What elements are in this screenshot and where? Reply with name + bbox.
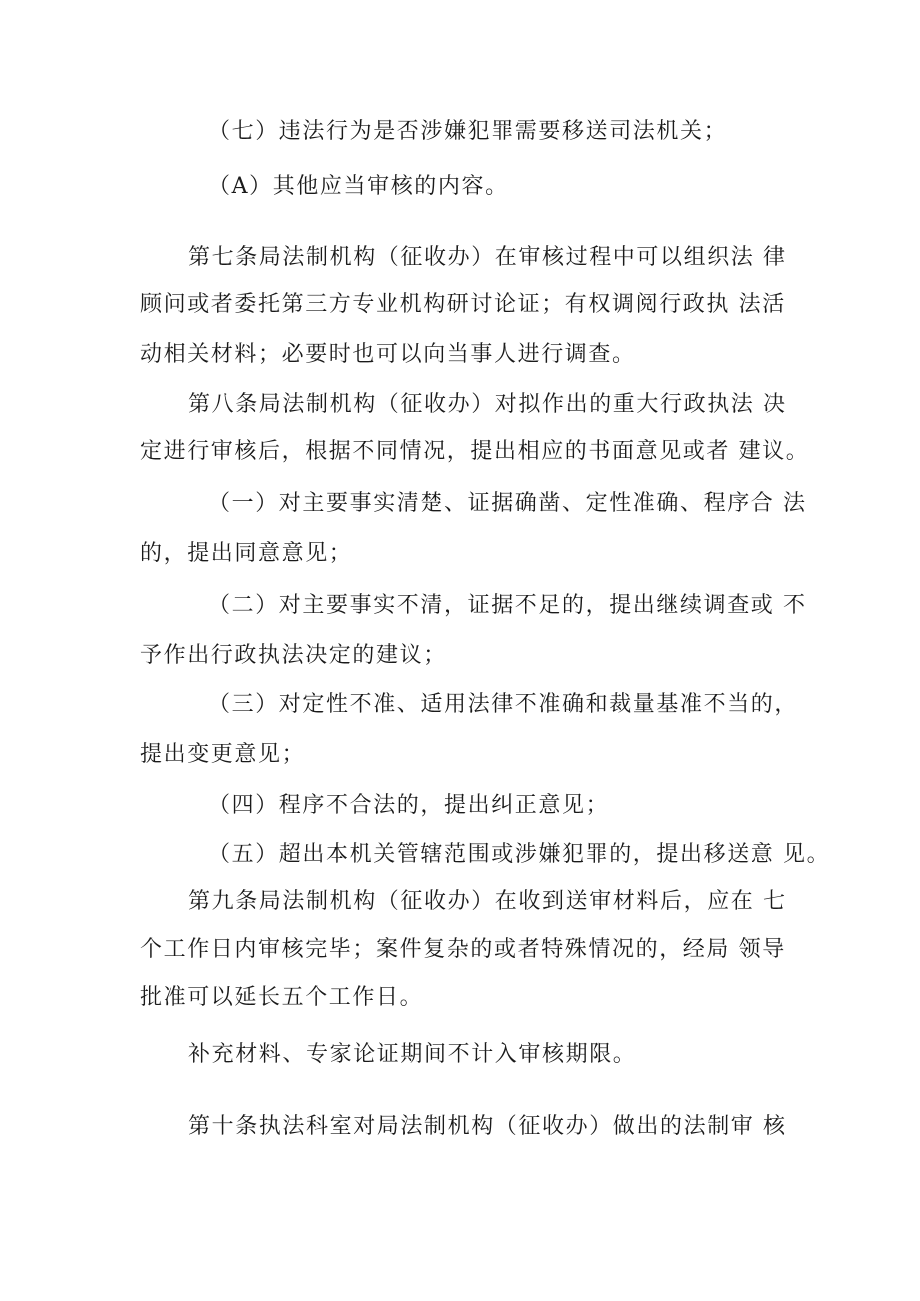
article-7-line-2: 顾问或者委托第三方专业机构研讨论证；有权调阅行政执 法活 [140,292,786,317]
article-8-item-3-line-1: （三）对定性不准、适用法律不准确和裁量基准不当的， [208,692,799,717]
article-8-item-3-line-2: 提出变更意见； [140,742,306,767]
article-8-line-1: 第八条局法制机构（征收办）对拟作出的重大行政执法 决 [188,392,787,417]
item-7: （七）违法行为是否涉嫌犯罪需要移送司法机关； [208,119,728,144]
article-8-item-2-line-2: 予作出行政执法决定的建议； [140,643,447,668]
article-8-item-2-line-1: （二）对主要事实不清，证据不足的，提出继续调查或 不 [208,593,807,618]
article-9-line-3: 批准可以延长五个工作日。 [140,985,424,1010]
article-7-line-1: 第七条局法制机构（征收办）在审核过程中可以组织法 律 [188,245,787,270]
article-7-line-3: 动相关材料；必要时也可以向当事人进行调查。 [140,342,636,367]
article-9-line-2: 个工作日内审核完毕；案件复杂的或者特殊情况的，经局 领导 [140,937,786,962]
article-8-item-4: （四）程序不合法的，提出纠正意见； [208,793,610,818]
article-8-line-2: 定进行审核后，根据不同情况，提出相应的书面意见或者 建议。 [140,439,810,464]
article-10-line-1: 第十条执法科室对局法制机构（征收办）做出的法制审 核 [188,1114,787,1139]
item-8: （A）其他应当审核的内容。 [208,174,509,199]
article-8-item-1-line-1: （一）对主要事实清楚、证据确凿、定性准确、程序合 法 [208,491,807,516]
article-9-note: 补充材料、专家论证期间不计入审核期限。 [188,1042,637,1067]
article-8-item-5: （五）超出本机关管辖范围或涉嫌犯罪的，提出移送意 见。 [208,842,831,867]
article-8-item-1-line-2: 的，提出同意意见； [140,541,353,566]
article-9-line-1: 第九条局法制机构（征收办）在收到送审材料后，应在 七 [188,889,787,914]
